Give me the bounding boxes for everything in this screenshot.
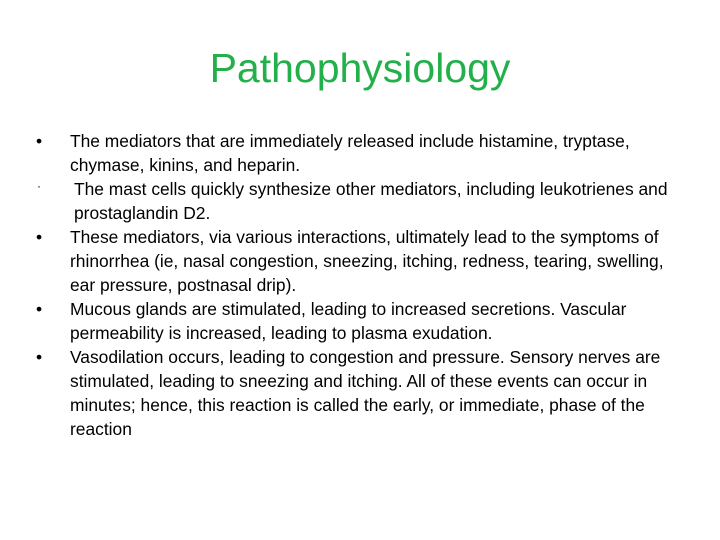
bullet-item-symptoms <box>31 225 681 297</box>
bullet-text: Vasodilation occurs, leading to congestion and pressure. Sensory nerves are stimulated, leading to sneezing and itching. All of these events can occur in minutes; hence, this reaction is called the early, or immediate, phase of the reaction <box>70 347 661 439</box>
bullet-item-vasodilation <box>31 345 681 441</box>
bullet-item-mucous-glands <box>31 297 681 345</box>
bullet-item-mast-cells <box>31 177 681 225</box>
bullet-marker: • <box>35 347 43 367</box>
bullet-marker: • <box>35 227 43 247</box>
bullet-text: Mucous glands are stimulated, leading to increased secretions. Vascular permeability is increased, leading to plasma exudation. <box>70 299 627 343</box>
slide-title: Pathophysiology <box>209 45 511 91</box>
bullet-marker: · <box>37 179 41 193</box>
bullet-item-mediators-released <box>31 129 681 177</box>
bullet-text: The mediators that are immediately released include histamine, tryptase, chymase, kinins, and heparin. <box>70 131 630 175</box>
bullet-list <box>31 129 681 441</box>
bullet-text: These mediators, via various interactions, ultimately lead to the symptoms of rhinorrhea (ie, nasal congestion, sneezing, itching, redness, tearing, swelling, ear pressure, postnasal drip). <box>70 227 664 295</box>
bullet-marker: • <box>35 131 43 151</box>
bullet-marker: • <box>35 299 43 319</box>
bullet-text: The mast cells quickly synthesize other mediators, including leukotrienes and prostaglandin D2. <box>74 179 668 223</box>
